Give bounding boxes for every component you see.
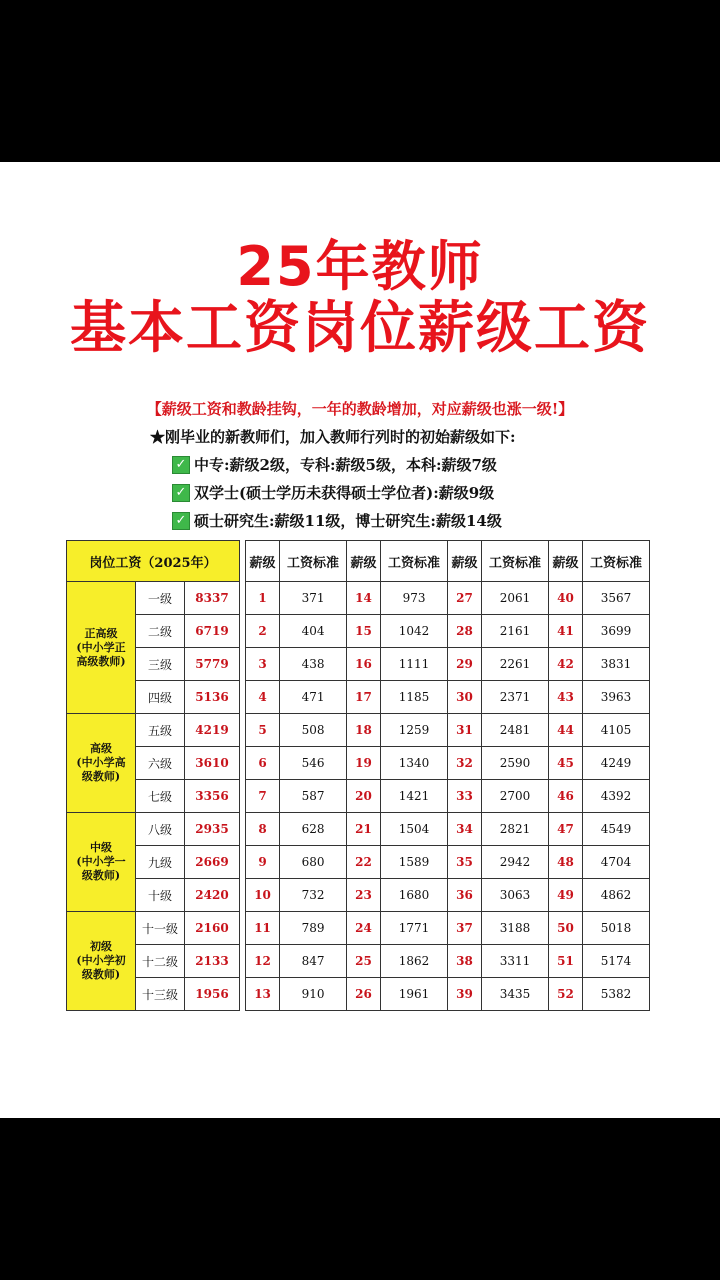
grade-salary: 680 — [280, 846, 347, 879]
grade-salary: 2481 — [482, 714, 549, 747]
grade-row — [246, 912, 650, 945]
grade-salary: 1185 — [381, 681, 448, 714]
post-level: 六级 — [136, 747, 185, 780]
grade-row — [246, 681, 650, 714]
check-icon: ✓ — [172, 484, 190, 502]
grade-row — [246, 846, 650, 879]
grade-salary: 3963 — [583, 681, 650, 714]
grade-salary: 2700 — [482, 780, 549, 813]
post-salary: 8337 — [185, 582, 240, 615]
grade-salary: 1771 — [381, 912, 448, 945]
document-page — [0, 162, 720, 1118]
grade-level: 36 — [447, 879, 481, 912]
grade-level: 27 — [447, 582, 481, 615]
post-row — [67, 912, 240, 945]
grade-level: 30 — [447, 681, 481, 714]
post-level: 七级 — [136, 780, 185, 813]
option-3-text: 硕士研究生:薪级11级，博士研究生:薪级14级 — [194, 512, 502, 530]
grade-row — [246, 879, 650, 912]
grade-level: 48 — [548, 846, 582, 879]
title-line-2: 基本工资岗位薪级工资 — [70, 296, 650, 361]
grade-salary: 789 — [280, 912, 347, 945]
grade-level: 31 — [447, 714, 481, 747]
post-category: 高级 (中小学高 级教师) — [67, 714, 136, 813]
post-row — [67, 714, 240, 747]
grade-level: 23 — [346, 879, 380, 912]
option-1-text: 中专:薪级2级，专科:薪级5级，本科:薪级7级 — [194, 456, 497, 474]
post-salary: 4219 — [185, 714, 240, 747]
grade-salary: 2590 — [482, 747, 549, 780]
intro-text: ★刚毕业的新教师们，加入教师行列时的初始薪级如下: — [150, 428, 516, 446]
post-salary: 2420 — [185, 879, 240, 912]
grade-level: 39 — [447, 978, 481, 1011]
grade-level: 41 — [548, 615, 582, 648]
post-salary: 2160 — [185, 912, 240, 945]
grade-level: 24 — [346, 912, 380, 945]
grade-salary: 1259 — [381, 714, 448, 747]
grade-row — [246, 945, 650, 978]
post-category: 初级 (中小学初 级教师) — [67, 912, 136, 1011]
option-1 — [172, 454, 497, 475]
grade-level: 34 — [447, 813, 481, 846]
post-category: 正高级 (中小学正 高级教师) — [67, 582, 136, 714]
grade-salary: 4249 — [583, 747, 650, 780]
grade-header-cell: 薪级 — [246, 541, 280, 582]
post-level: 五级 — [136, 714, 185, 747]
grade-salary: 2942 — [482, 846, 549, 879]
grade-salary: 4704 — [583, 846, 650, 879]
grade-salary: 471 — [280, 681, 347, 714]
grade-salary: 371 — [280, 582, 347, 615]
grade-level: 46 — [548, 780, 582, 813]
grade-header-cell: 工资标准 — [381, 541, 448, 582]
grade-level: 20 — [346, 780, 380, 813]
grade-header-cell: 薪级 — [548, 541, 582, 582]
post-level: 十三级 — [136, 978, 185, 1011]
grade-salary: 1340 — [381, 747, 448, 780]
grade-salary: 2261 — [482, 648, 549, 681]
grade-header-cell: 工资标准 — [583, 541, 650, 582]
grade-salary: 1680 — [381, 879, 448, 912]
grade-level: 6 — [246, 747, 280, 780]
grade-salary: 2061 — [482, 582, 549, 615]
grade-level: 51 — [548, 945, 582, 978]
grade-salary: 628 — [280, 813, 347, 846]
grade-salary: 1961 — [381, 978, 448, 1011]
grade-row — [246, 714, 650, 747]
grade-level: 9 — [246, 846, 280, 879]
grade-salary: 3699 — [583, 615, 650, 648]
post-level: 三级 — [136, 648, 185, 681]
notice-text: 【薪级工资和教龄挂钩，一年的教龄增加，对应薪级也涨一级!】 — [146, 400, 574, 418]
grade-salary: 3188 — [482, 912, 549, 945]
post-table-header: 岗位工资（2025年） — [67, 541, 240, 582]
grade-salary: 4549 — [583, 813, 650, 846]
grade-level: 11 — [246, 912, 280, 945]
grade-level: 40 — [548, 582, 582, 615]
grade-level: 16 — [346, 648, 380, 681]
grade-salary: 1589 — [381, 846, 448, 879]
post-row — [67, 582, 240, 615]
grade-level: 19 — [346, 747, 380, 780]
post-salary-table — [66, 540, 240, 1011]
title-line-1: 25年教师 — [236, 235, 484, 298]
grade-level: 49 — [548, 879, 582, 912]
post-level: 一级 — [136, 582, 185, 615]
grade-salary: 2161 — [482, 615, 549, 648]
grade-salary: 546 — [280, 747, 347, 780]
post-category: 中级 (中小学一 级教师) — [67, 813, 136, 912]
grade-header-cell: 工资标准 — [482, 541, 549, 582]
post-salary: 2935 — [185, 813, 240, 846]
post-salary: 6719 — [185, 615, 240, 648]
grade-salary: 1504 — [381, 813, 448, 846]
post-level: 八级 — [136, 813, 185, 846]
grade-level: 38 — [447, 945, 481, 978]
grade-level: 45 — [548, 747, 582, 780]
grade-level: 13 — [246, 978, 280, 1011]
grade-level: 22 — [346, 846, 380, 879]
grade-salary: 973 — [381, 582, 448, 615]
grade-salary: 3311 — [482, 945, 549, 978]
grade-row — [246, 780, 650, 813]
post-salary: 1956 — [185, 978, 240, 1011]
grade-salary: 5174 — [583, 945, 650, 978]
post-salary: 5779 — [185, 648, 240, 681]
grade-salary: 508 — [280, 714, 347, 747]
grade-level: 35 — [447, 846, 481, 879]
grade-salary: 1042 — [381, 615, 448, 648]
grade-level: 33 — [447, 780, 481, 813]
grade-salary: 4862 — [583, 879, 650, 912]
grade-level: 29 — [447, 648, 481, 681]
grade-salary: 5018 — [583, 912, 650, 945]
grade-level: 15 — [346, 615, 380, 648]
grade-level: 14 — [346, 582, 380, 615]
grade-header-cell: 工资标准 — [280, 541, 347, 582]
grade-salary: 847 — [280, 945, 347, 978]
option-2 — [172, 482, 494, 503]
grade-level: 3 — [246, 648, 280, 681]
grade-header-cell: 薪级 — [346, 541, 380, 582]
grade-salary: 2821 — [482, 813, 549, 846]
grade-level: 25 — [346, 945, 380, 978]
grade-row — [246, 615, 650, 648]
grade-row — [246, 582, 650, 615]
option-2-text: 双学士(硕士学历未获得硕士学位者):薪级9级 — [194, 484, 495, 502]
grade-salary: 1421 — [381, 780, 448, 813]
grade-level: 52 — [548, 978, 582, 1011]
grade-level: 18 — [346, 714, 380, 747]
grade-level: 8 — [246, 813, 280, 846]
grade-level: 17 — [346, 681, 380, 714]
grade-salary: 3435 — [482, 978, 549, 1011]
grade-salary: 404 — [280, 615, 347, 648]
grade-level: 7 — [246, 780, 280, 813]
grade-level: 10 — [246, 879, 280, 912]
grade-header-cell: 薪级 — [447, 541, 481, 582]
grade-salary: 5382 — [583, 978, 650, 1011]
grade-level: 2 — [246, 615, 280, 648]
grade-level: 42 — [548, 648, 582, 681]
grade-level: 21 — [346, 813, 380, 846]
grade-salary: 1111 — [381, 648, 448, 681]
grade-row — [246, 747, 650, 780]
grade-row — [246, 813, 650, 846]
grade-level: 44 — [548, 714, 582, 747]
post-salary: 2669 — [185, 846, 240, 879]
post-salary: 3610 — [185, 747, 240, 780]
grade-salary: 910 — [280, 978, 347, 1011]
grade-salary: 3567 — [583, 582, 650, 615]
post-level: 十一级 — [136, 912, 185, 945]
grade-salary: 3831 — [583, 648, 650, 681]
post-salary: 5136 — [185, 681, 240, 714]
grade-level: 1 — [246, 582, 280, 615]
grade-level: 32 — [447, 747, 481, 780]
post-salary: 3356 — [185, 780, 240, 813]
grade-salary: 587 — [280, 780, 347, 813]
grade-level: 43 — [548, 681, 582, 714]
grade-row — [246, 978, 650, 1011]
grade-salary: 3063 — [482, 879, 549, 912]
grade-salary: 4105 — [583, 714, 650, 747]
grade-level: 5 — [246, 714, 280, 747]
grade-level: 47 — [548, 813, 582, 846]
grade-salary: 4392 — [583, 780, 650, 813]
option-3 — [172, 510, 502, 531]
post-level: 九级 — [136, 846, 185, 879]
grade-level: 26 — [346, 978, 380, 1011]
grade-salary: 438 — [280, 648, 347, 681]
grade-salary: 1862 — [381, 945, 448, 978]
post-row — [67, 813, 240, 846]
grade-salary: 732 — [280, 879, 347, 912]
post-level: 二级 — [136, 615, 185, 648]
grade-level: 28 — [447, 615, 481, 648]
post-level: 十级 — [136, 879, 185, 912]
grade-level: 12 — [246, 945, 280, 978]
post-level: 四级 — [136, 681, 185, 714]
grade-level: 37 — [447, 912, 481, 945]
post-level: 十二级 — [136, 945, 185, 978]
grade-salary-table — [245, 540, 650, 1011]
post-salary: 2133 — [185, 945, 240, 978]
grade-level: 4 — [246, 681, 280, 714]
check-icon: ✓ — [172, 512, 190, 530]
grade-level: 50 — [548, 912, 582, 945]
check-icon: ✓ — [172, 456, 190, 474]
grade-salary: 2371 — [482, 681, 549, 714]
grade-row — [246, 648, 650, 681]
